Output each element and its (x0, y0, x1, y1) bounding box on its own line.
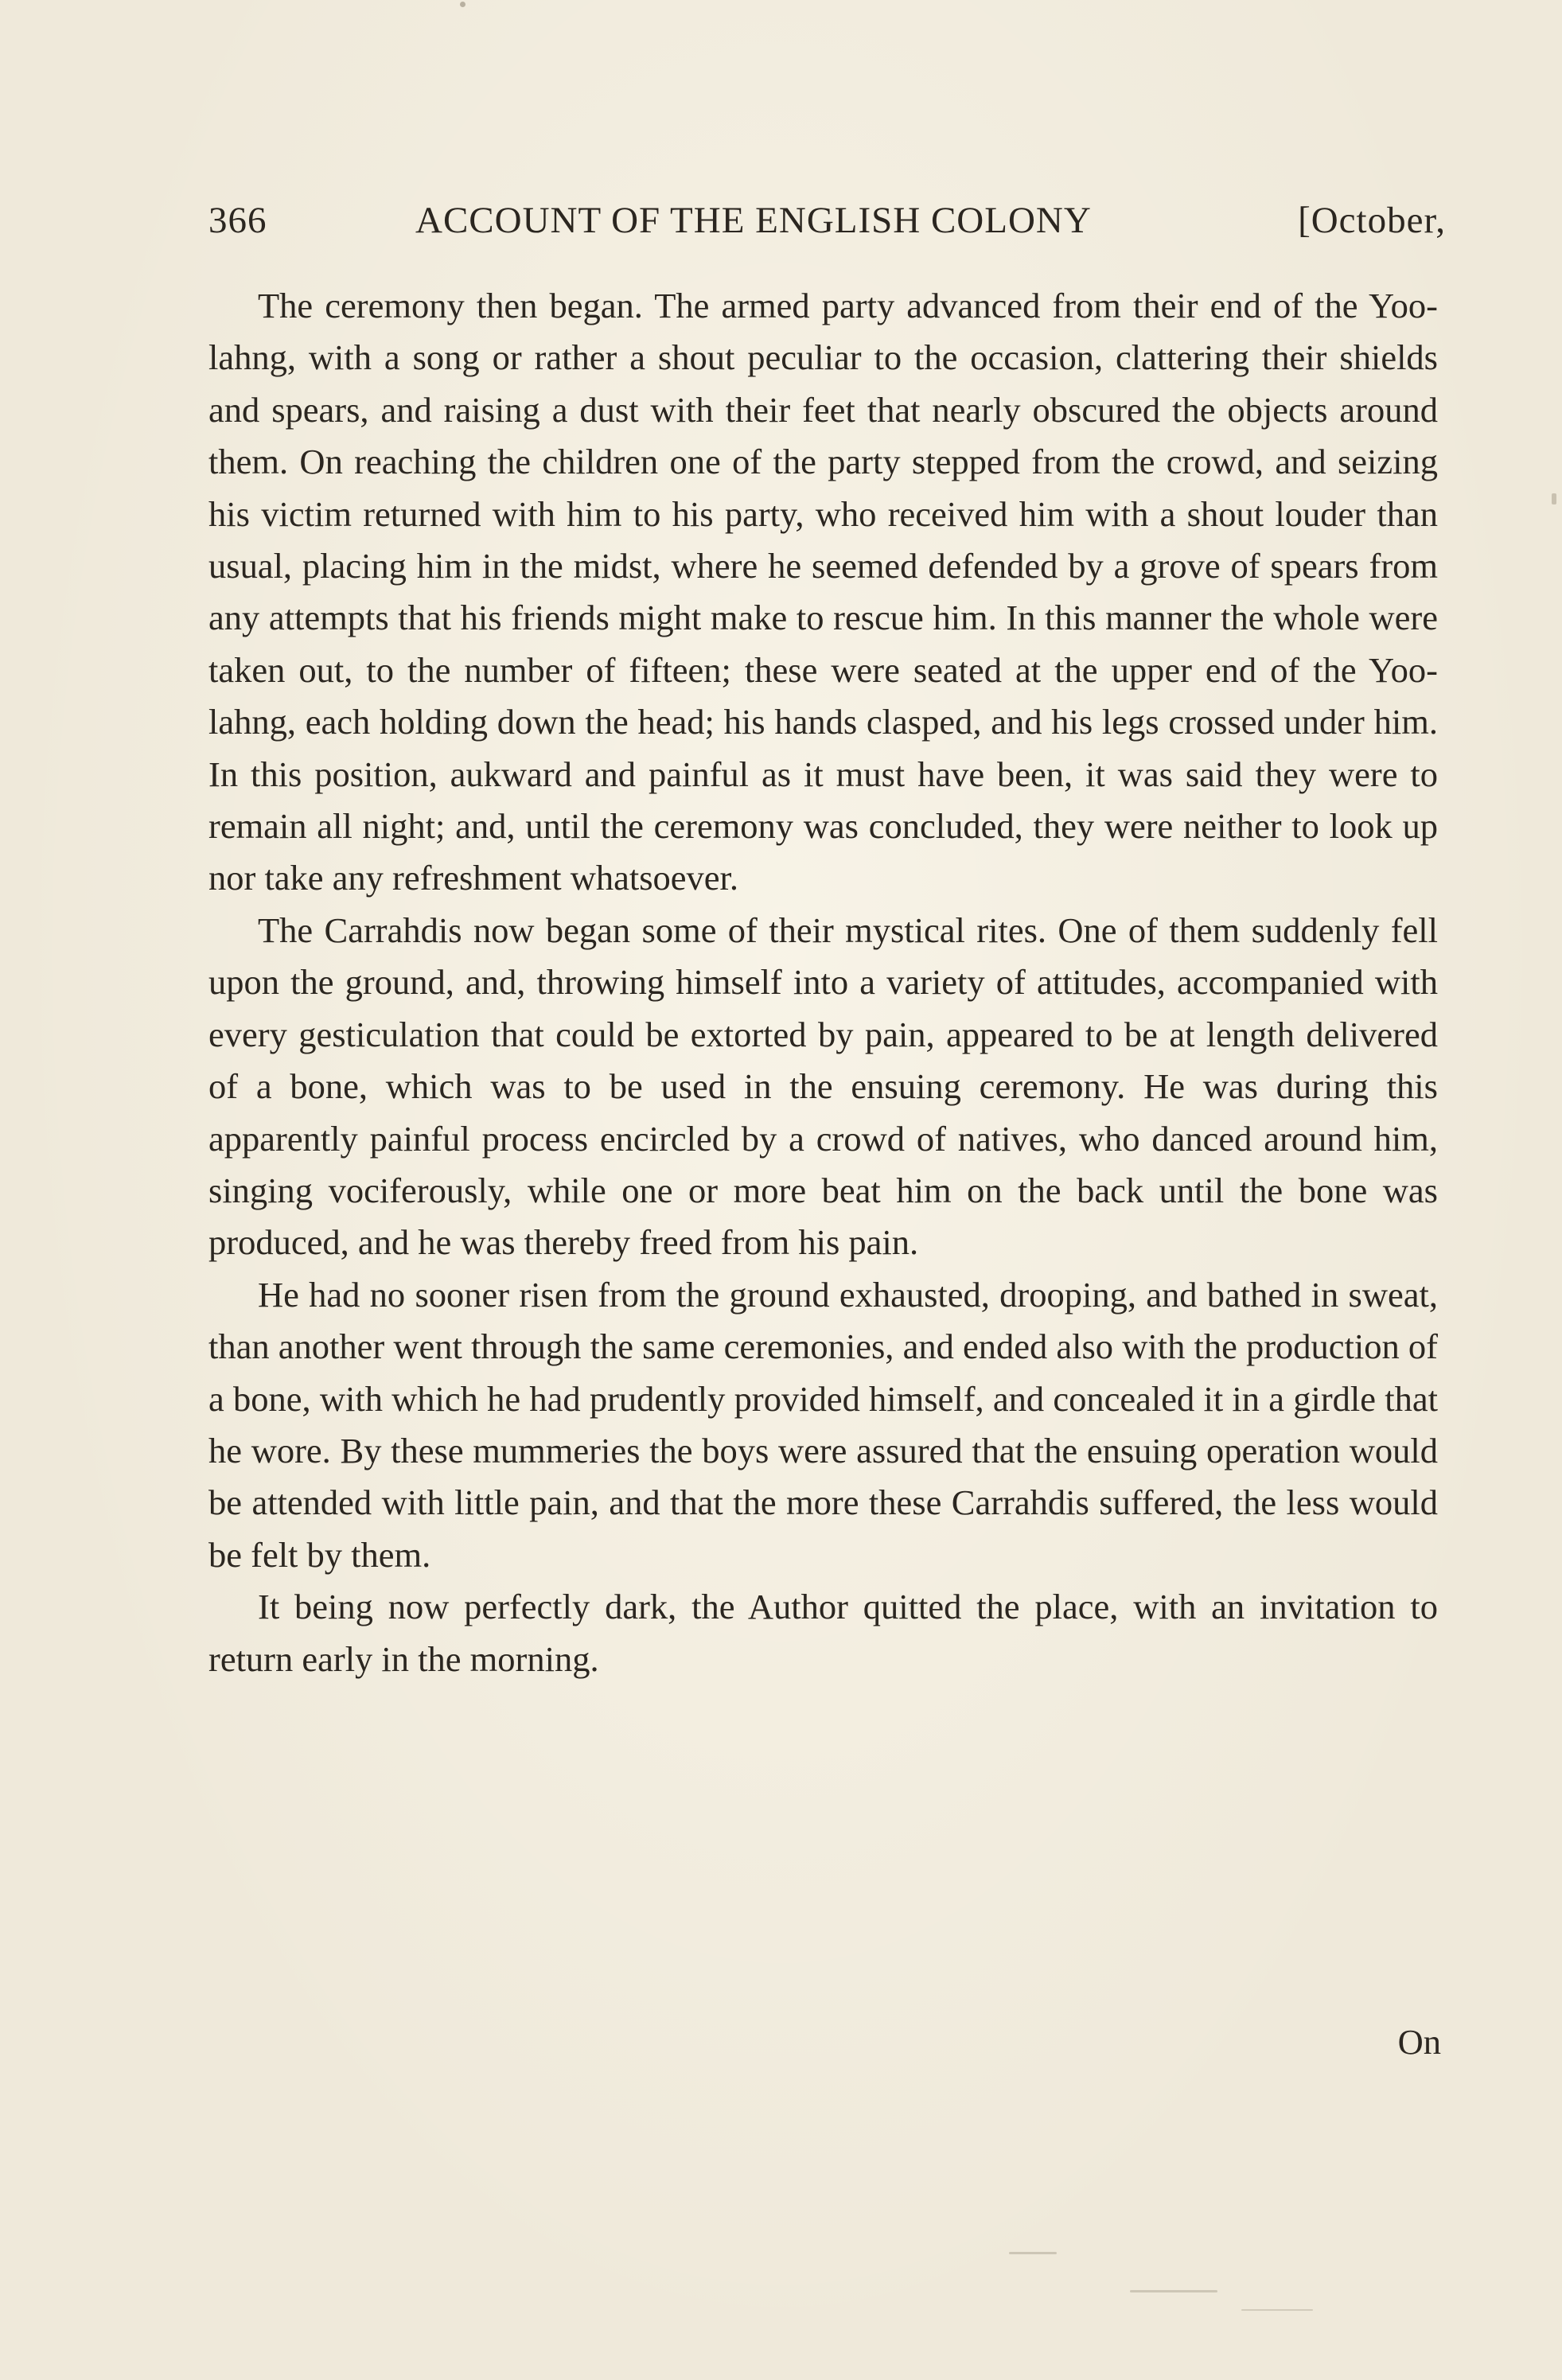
paragraph: He had no sooner risen from the ground exhausted, drooping, and bathed in sweat, than another went through the same ceremonies, and ended also with the production of a bone, with which he had prudently provided himself, and concealed it in a girdle that he wore. By these mummeries the boys were assured that the ensuing operation would be attended with little pain, and that the more these Carrahdis suffered, the less would be felt by them. (208, 1274, 1438, 1575)
paragraph: The ceremony then began. The armed party advanced from their end of the Yoo-lahng, with a song or rather a shout peculiar to the occasion, clattering their shields and spears, and raising a dust with their feet that nearly obscured the objects around them. On reaching the children one of the party stepped from the crowd, and seizing his victim returned with him to his party, who received him with a shout louder than usual, placing him in the midst, where he seemed defended by a grove of spears from any attempts that his friends might make to rescue him. In this manner the whole were taken out, to the number of fifteen; these were seated at the upper end of the Yoo-lahng, each holding down the head; his hands clasped, and his legs crossed under him. In this position, aukward and painful as it must have been, it was said they were to remain all night; and, until the ceremony was concluded, they were neither to look up nor take any refreshment whatsoever. (208, 286, 1438, 898)
running-date: [October, (1298, 200, 1446, 241)
paper-speck (1241, 2309, 1313, 2311)
paragraph: It being now perfectly dark, the Author quitted the place, with an invitation to return early in the morning. (208, 1587, 1438, 1679)
running-title: ACCOUNT OF THE ENGLISH COLONY (415, 200, 1092, 241)
paper-speck (460, 2, 465, 7)
paper-speck (1552, 493, 1556, 504)
catchword: On (1397, 2022, 1441, 2062)
page-number: 366 (208, 200, 267, 241)
body-text (208, 280, 1438, 1685)
paper-speck (1009, 2252, 1057, 2254)
running-header (208, 199, 1446, 247)
paragraph: The Carrahdis now began some of their mystical rites. One of them suddenly fell upon the ground, and, throwing himself into a variety of attitudes, accompanied with every gesticulation that could be extorted by pain, appeared to be at length delivered of a bone, which was to be used in the ensuing ceremony. He was during this apparently painful process encircled by a crowd of natives, who danced around him, singing vociferously, while one or more beat him on the back until the bone was produced, and he was thereby freed from his pain. (208, 910, 1438, 1263)
paper-speck (1130, 2290, 1217, 2292)
